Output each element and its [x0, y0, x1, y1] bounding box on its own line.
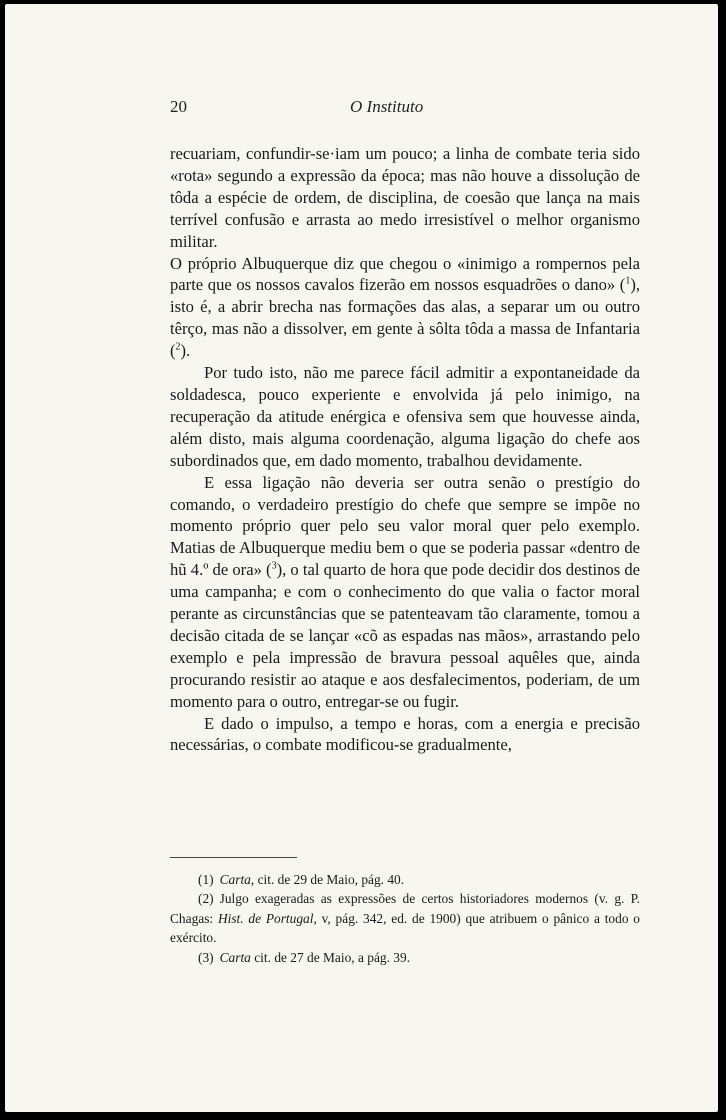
footnote-1-text: , cit. de 29 de Maio, pág. 40. [250, 872, 405, 887]
page-number: 20 [170, 97, 187, 116]
paragraph-4-part-b: ), o tal quarto de hora que pode decidir dos destinos de uma campanha; e com o conhecimento do que valia o factor moral perante as circunstâncias que se patenteavam tão claramente, tomou a decisão citada de se lançar «cõ as espadas nas mãos», arrastando pelo exemplo e pela impressão de bravura pessoal aquêles que, ainda procurando resistir ao ataque e aos desfalecimentos, poderiam, de um momento para o outro, entregar-se ou fugir. [170, 560, 641, 711]
footnote-3-title: Carta [219, 949, 251, 965]
footnote-1 [170, 870, 640, 889]
footnote-2-title: Hist. de Portugal [217, 910, 314, 926]
paragraph-4 [170, 472, 640, 713]
footnote-2-text-a: Julgo exageradas as expressões de certos historiadores modernos (v. g. P. Chagas: [170, 891, 640, 926]
footnote-ref-3: 3 [271, 560, 277, 572]
footnote-ref-2: 2 [175, 341, 181, 353]
journal-title: O Instituto [350, 97, 424, 116]
paragraph-4-part-a: E essa ligação não deveria ser outra senão o prestígio do comando, o verdadeiro prestígio do chefe que sempre se impõe no momento próprio quer pelo seu valor moral quer pelo exemplo. Matias de Albuquerque mediu bem o que se poderia passar «dentro de hũ 4.º de ora» ( [170, 472, 640, 580]
running-head [0, 97, 726, 121]
footnote-2-text-b: , v, pág. 342, ed. de 1900) que atribuem o pânico a todo o exército. [170, 910, 640, 946]
paragraph-2-part-b: ), isto é, a abrir brecha nas formações das alas, a separar um ou outro têrço, mas não a dissolver, em gente à sôlta tôda a massa de Infantaria ( [170, 275, 640, 361]
paragraph-3: Por tudo isto, não me parece fácil admitir a expontaneidade da soldadesca, pouco experiente e envolvida já pelo inimigo, na recuperação da atitude enérgica e ofensiva sem que houvesse ainda, além disto, mais alguma coordenação, alguma ligação do chefe aos subordinados que, em dado momento, trabalhou devidamente. [170, 363, 640, 470]
footnote-2 [170, 889, 640, 947]
paragraph-2 [170, 253, 640, 363]
footnote-3-text: cit. de 27 de Maio, a pág. 39. [250, 949, 411, 965]
footnote-2-marker: (2) [198, 891, 214, 907]
footnote-3 [170, 948, 640, 967]
footnote-divider [170, 857, 297, 858]
paragraph-2-part-c: ). [180, 341, 191, 361]
footnotes [170, 870, 640, 967]
paragraph-2-part-a: O próprio Albuquerque diz que chegou o «inimigo a rompernos pela parte que os nossos cavalos fizerão em nossos esquadrões o dano» ( [170, 253, 640, 295]
paragraph-5: E dado o impulso, a tempo e horas, com a energia e precisão necessárias, o combate modificou-se gradualmente, [170, 713, 640, 755]
body-text [170, 143, 640, 756]
paragraph-1: recuariam, confundir-se·iam um pouco; a linha de combate teria sido «rota» segundo a expressão da época; mas não houve a dissolução de tôda a espécie de ordem, de disciplina, de coesão que lança na mais terrível confusão e arrasta ao medo irresistível o melhor organismo militar. [170, 144, 640, 251]
footnote-3-marker: (3) [198, 949, 214, 965]
footnote-1-title: Carta [219, 872, 251, 887]
footnote-ref-1: 1 [625, 275, 631, 287]
footnote-1-marker: (1) [198, 872, 214, 887]
